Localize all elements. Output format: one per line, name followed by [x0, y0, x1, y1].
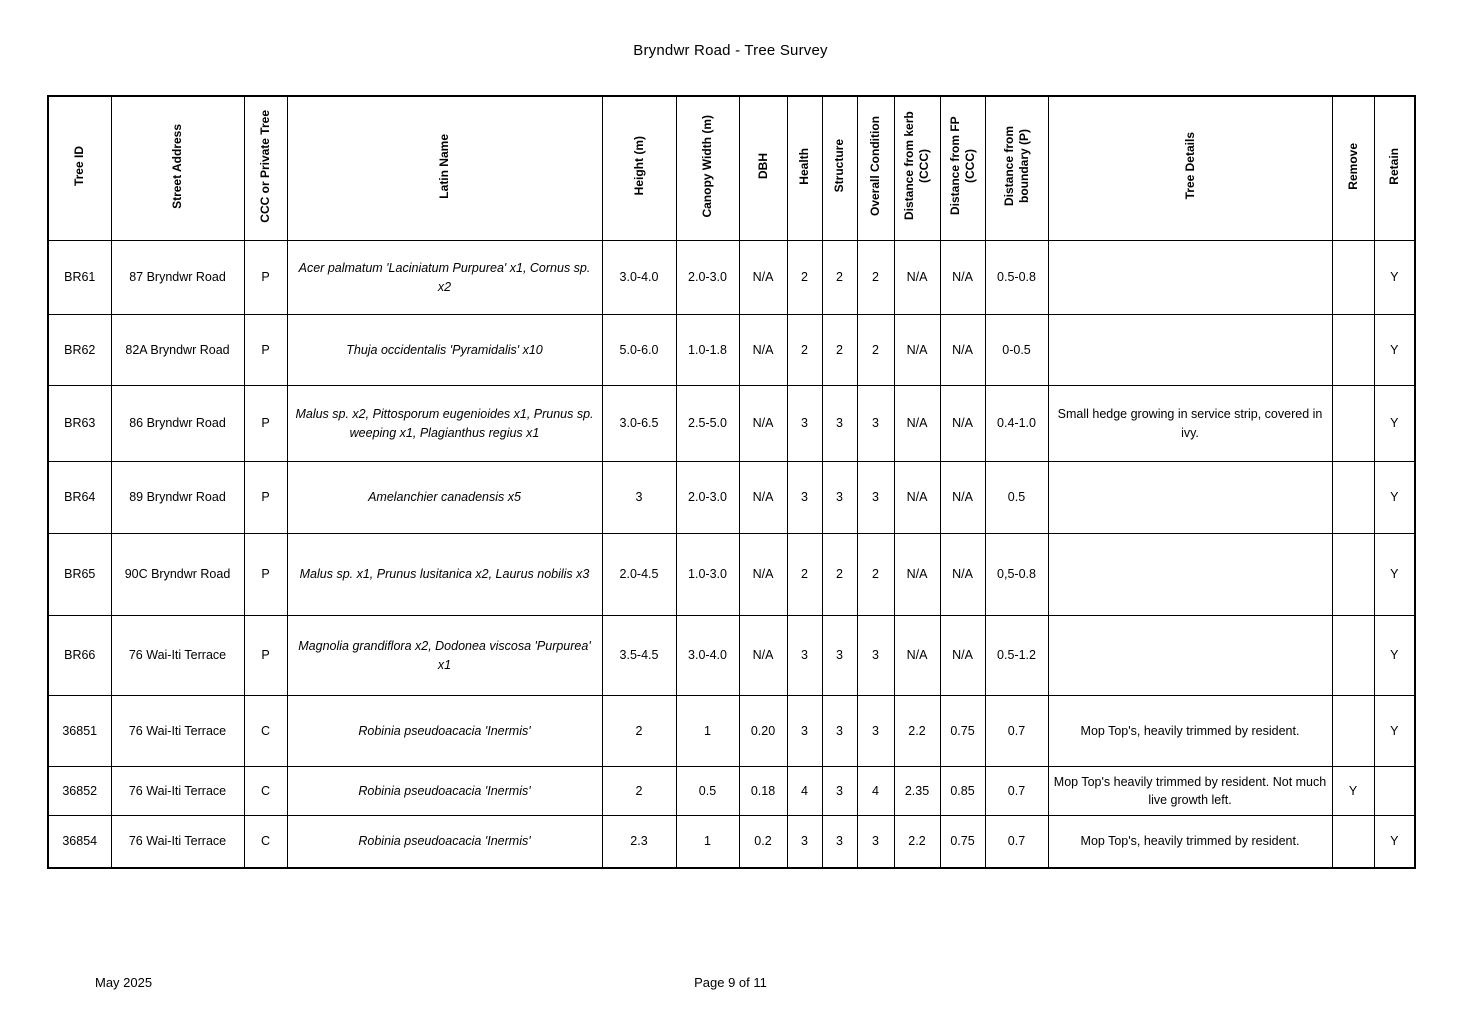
cell-street_address: 76 Wai-Iti Terrace	[111, 696, 244, 767]
cell-remove	[1332, 241, 1374, 315]
cell-distance_from_kerb_ccc: 2.35	[894, 767, 940, 816]
cell-tree_id: BR63	[48, 386, 111, 462]
table-row	[48, 386, 1415, 462]
cell-remove	[1332, 386, 1374, 462]
cell-ccc_or_private_tree: C	[244, 696, 287, 767]
column-header-label: Tree Details	[1182, 132, 1197, 200]
cell-latin_name: Malus sp. x1, Prunus lusitanica x2, Laurus nobilis x3	[287, 534, 602, 616]
cell-distance_from_fp_ccc: N/A	[940, 241, 985, 315]
cell-tree_details	[1048, 462, 1332, 534]
table-row	[48, 462, 1415, 534]
cell-distance_from_boundary_p: 0.5-0.8	[985, 241, 1048, 315]
table-row	[48, 767, 1415, 816]
cell-height_m: 2	[602, 696, 676, 767]
column-header-ccc_or_private_tree	[244, 96, 287, 241]
cell-distance_from_boundary_p: 0,5-0.8	[985, 534, 1048, 616]
cell-latin_name: Robinia pseudoacacia 'Inermis'	[287, 696, 602, 767]
cell-health: 3	[787, 816, 822, 868]
cell-height_m: 3	[602, 462, 676, 534]
cell-ccc_or_private_tree: P	[244, 616, 287, 696]
cell-remove	[1332, 534, 1374, 616]
cell-street_address: 76 Wai-Iti Terrace	[111, 616, 244, 696]
column-header-label: Canopy Width (m)	[700, 114, 714, 218]
cell-structure: 3	[822, 386, 857, 462]
cell-latin_name: Robinia pseudoacacia 'Inermis'	[287, 816, 602, 868]
cell-distance_from_fp_ccc: 0.75	[940, 696, 985, 767]
cell-health: 3	[787, 462, 822, 534]
table-row	[48, 816, 1415, 868]
cell-dbh: 0.18	[739, 767, 787, 816]
cell-distance_from_kerb_ccc: N/A	[894, 534, 940, 616]
cell-street_address: 89 Bryndwr Road	[111, 462, 244, 534]
column-header-label: Retain	[1386, 147, 1401, 185]
cell-distance_from_boundary_p: 0.4-1.0	[985, 386, 1048, 462]
cell-structure: 3	[822, 816, 857, 868]
cell-height_m: 5.0-6.0	[602, 315, 676, 386]
cell-retain: Y	[1374, 616, 1415, 696]
footer-page-number: Page 9 of 11	[694, 975, 767, 990]
cell-distance_from_boundary_p: 0.7	[985, 816, 1048, 868]
cell-remove	[1332, 696, 1374, 767]
cell-street_address: 87 Bryndwr Road	[111, 241, 244, 315]
column-header-remove	[1332, 96, 1374, 241]
cell-dbh: N/A	[739, 241, 787, 315]
cell-distance_from_kerb_ccc: 2.2	[894, 696, 940, 767]
cell-structure: 3	[822, 696, 857, 767]
cell-overall_condition: 3	[857, 386, 894, 462]
table-row	[48, 696, 1415, 767]
cell-distance_from_boundary_p: 0.5	[985, 462, 1048, 534]
cell-distance_from_fp_ccc: 0.85	[940, 767, 985, 816]
cell-overall_condition: 2	[857, 315, 894, 386]
cell-distance_from_kerb_ccc: N/A	[894, 462, 940, 534]
cell-distance_from_kerb_ccc: N/A	[894, 616, 940, 696]
cell-remove	[1332, 616, 1374, 696]
cell-distance_from_kerb_ccc: N/A	[894, 315, 940, 386]
cell-ccc_or_private_tree: C	[244, 816, 287, 868]
column-header-retain	[1374, 96, 1415, 241]
cell-height_m: 2.0-4.5	[602, 534, 676, 616]
column-header-label: Health	[797, 147, 811, 185]
cell-tree_details: Mop Top's, heavily trimmed by resident.	[1048, 816, 1332, 868]
column-header-distance_from_kerb_ccc	[894, 96, 940, 241]
column-header-tree_details	[1048, 96, 1332, 241]
cell-health: 3	[787, 386, 822, 462]
cell-retain: Y	[1374, 315, 1415, 386]
cell-distance_from_kerb_ccc: N/A	[894, 386, 940, 462]
table-row	[48, 315, 1415, 386]
cell-retain: Y	[1374, 534, 1415, 616]
cell-structure: 3	[822, 767, 857, 816]
header-row	[48, 96, 1415, 241]
cell-remove	[1332, 816, 1374, 868]
cell-remove	[1332, 315, 1374, 386]
cell-tree_details	[1048, 315, 1332, 386]
cell-tree_id: 36852	[48, 767, 111, 816]
cell-distance_from_fp_ccc: N/A	[940, 462, 985, 534]
column-header-health	[787, 96, 822, 241]
cell-retain: Y	[1374, 462, 1415, 534]
cell-health: 3	[787, 696, 822, 767]
cell-tree_details	[1048, 241, 1332, 315]
column-header-latin_name	[287, 96, 602, 241]
cell-distance_from_boundary_p: 0.7	[985, 767, 1048, 816]
cell-tree_details: Mop Top's, heavily trimmed by resident.	[1048, 696, 1332, 767]
column-header-label: CCC or Private Tree	[258, 109, 272, 223]
cell-overall_condition: 3	[857, 696, 894, 767]
table-body	[48, 241, 1415, 868]
cell-tree_id: BR65	[48, 534, 111, 616]
cell-tree_id: BR62	[48, 315, 111, 386]
cell-retain	[1374, 767, 1415, 816]
cell-distance_from_fp_ccc: 0.75	[940, 816, 985, 868]
cell-distance_from_boundary_p: 0-0.5	[985, 315, 1048, 386]
cell-overall_condition: 4	[857, 767, 894, 816]
column-header-dbh	[739, 96, 787, 241]
cell-ccc_or_private_tree: P	[244, 386, 287, 462]
column-header-distance_from_boundary_p	[985, 96, 1048, 241]
page-title: Bryndwr Road - Tree Survey	[633, 42, 828, 59]
column-header-label: Distance from FP (CCC)	[947, 116, 977, 216]
cell-latin_name: Thuja occidentalis 'Pyramidalis' x10	[287, 315, 602, 386]
cell-ccc_or_private_tree: P	[244, 534, 287, 616]
cell-height_m: 3.0-6.5	[602, 386, 676, 462]
cell-street_address: 76 Wai-Iti Terrace	[111, 767, 244, 816]
cell-canopy_width_m: 1	[676, 816, 739, 868]
cell-retain: Y	[1374, 816, 1415, 868]
cell-distance_from_fp_ccc: N/A	[940, 386, 985, 462]
cell-latin_name: Malus sp. x2, Pittosporum eugenioides x1, Prunus sp. weeping x1, Plagianthus regius x1	[287, 386, 602, 462]
cell-distance_from_boundary_p: 0.5-1.2	[985, 616, 1048, 696]
cell-street_address: 82A Bryndwr Road	[111, 315, 244, 386]
cell-latin_name: Acer palmatum 'Laciniatum Purpurea' x1, Cornus sp. x2	[287, 241, 602, 315]
cell-distance_from_fp_ccc: N/A	[940, 315, 985, 386]
cell-dbh: N/A	[739, 616, 787, 696]
cell-health: 2	[787, 315, 822, 386]
cell-height_m: 3.5-4.5	[602, 616, 676, 696]
cell-ccc_or_private_tree: P	[244, 462, 287, 534]
cell-dbh: N/A	[739, 386, 787, 462]
cell-health: 2	[787, 241, 822, 315]
cell-tree_id: BR61	[48, 241, 111, 315]
column-header-overall_condition	[857, 96, 894, 241]
cell-overall_condition: 3	[857, 816, 894, 868]
cell-distance_from_kerb_ccc: N/A	[894, 241, 940, 315]
column-header-distance_from_fp_ccc	[940, 96, 985, 241]
cell-dbh: N/A	[739, 534, 787, 616]
cell-street_address: 90C Bryndwr Road	[111, 534, 244, 616]
column-header-label: Height (m)	[631, 136, 646, 196]
column-header-canopy_width_m	[676, 96, 739, 241]
column-header-label: Tree ID	[72, 145, 87, 187]
cell-ccc_or_private_tree: P	[244, 315, 287, 386]
column-header-street_address	[111, 96, 244, 241]
cell-distance_from_kerb_ccc: 2.2	[894, 816, 940, 868]
cell-distance_from_boundary_p: 0.7	[985, 696, 1048, 767]
column-header-tree_id	[48, 96, 111, 241]
cell-retain: Y	[1374, 241, 1415, 315]
cell-latin_name: Magnolia grandiflora x2, Dodonea viscosa 'Purpurea' x1	[287, 616, 602, 696]
column-header-label: Remove	[1345, 142, 1360, 190]
column-header-label: Structure	[832, 139, 846, 193]
cell-structure: 3	[822, 616, 857, 696]
cell-latin_name: Amelanchier canadensis x5	[287, 462, 602, 534]
column-header-label: Latin Name	[437, 133, 451, 199]
cell-health: 3	[787, 616, 822, 696]
cell-canopy_width_m: 1.0-3.0	[676, 534, 739, 616]
column-header-height_m	[602, 96, 676, 241]
cell-tree_details	[1048, 534, 1332, 616]
cell-structure: 2	[822, 241, 857, 315]
cell-retain: Y	[1374, 386, 1415, 462]
cell-structure: 3	[822, 462, 857, 534]
cell-distance_from_fp_ccc: N/A	[940, 616, 985, 696]
cell-dbh: 0.2	[739, 816, 787, 868]
table-row	[48, 616, 1415, 696]
footer-date: May 2025	[95, 975, 153, 990]
cell-canopy_width_m: 3.0-4.0	[676, 616, 739, 696]
column-header-label: Street Address	[170, 123, 184, 209]
cell-tree_id: 36851	[48, 696, 111, 767]
cell-overall_condition: 3	[857, 616, 894, 696]
cell-canopy_width_m: 1.0-1.8	[676, 315, 739, 386]
column-header-label: DBH	[755, 153, 770, 179]
cell-overall_condition: 2	[857, 534, 894, 616]
cell-height_m: 3.0-4.0	[602, 241, 676, 315]
cell-tree_id: 36854	[48, 816, 111, 868]
cell-health: 4	[787, 767, 822, 816]
column-header-label: Distance from boundary (P)	[1001, 125, 1031, 207]
cell-street_address: 76 Wai-Iti Terrace	[111, 816, 244, 868]
cell-tree_details: Small hedge growing in service strip, covered in ivy.	[1048, 386, 1332, 462]
cell-tree_id: BR64	[48, 462, 111, 534]
tree-survey-table	[47, 95, 1416, 869]
table-header	[48, 96, 1415, 241]
cell-dbh: N/A	[739, 462, 787, 534]
cell-canopy_width_m: 2.0-3.0	[676, 462, 739, 534]
cell-canopy_width_m: 0.5	[676, 767, 739, 816]
table-row	[48, 534, 1415, 616]
cell-dbh: N/A	[739, 315, 787, 386]
cell-remove: Y	[1332, 767, 1374, 816]
cell-remove	[1332, 462, 1374, 534]
cell-tree_id: BR66	[48, 616, 111, 696]
cell-tree_details: Mop Top's heavily trimmed by resident. Not much live growth left.	[1048, 767, 1332, 816]
cell-latin_name: Robinia pseudoacacia 'Inermis'	[287, 767, 602, 816]
table-row	[48, 241, 1415, 315]
cell-canopy_width_m: 1	[676, 696, 739, 767]
cell-retain: Y	[1374, 696, 1415, 767]
cell-height_m: 2.3	[602, 816, 676, 868]
cell-dbh: 0.20	[739, 696, 787, 767]
cell-overall_condition: 3	[857, 462, 894, 534]
cell-street_address: 86 Bryndwr Road	[111, 386, 244, 462]
cell-health: 2	[787, 534, 822, 616]
cell-structure: 2	[822, 534, 857, 616]
cell-tree_details	[1048, 616, 1332, 696]
column-header-structure	[822, 96, 857, 241]
cell-overall_condition: 2	[857, 241, 894, 315]
column-header-label: Overall Condition	[868, 115, 882, 216]
column-header-label: Distance from kerb (CCC)	[902, 111, 931, 221]
cell-height_m: 2	[602, 767, 676, 816]
cell-ccc_or_private_tree: P	[244, 241, 287, 315]
cell-canopy_width_m: 2.5-5.0	[676, 386, 739, 462]
cell-structure: 2	[822, 315, 857, 386]
cell-ccc_or_private_tree: C	[244, 767, 287, 816]
cell-distance_from_fp_ccc: N/A	[940, 534, 985, 616]
cell-canopy_width_m: 2.0-3.0	[676, 241, 739, 315]
